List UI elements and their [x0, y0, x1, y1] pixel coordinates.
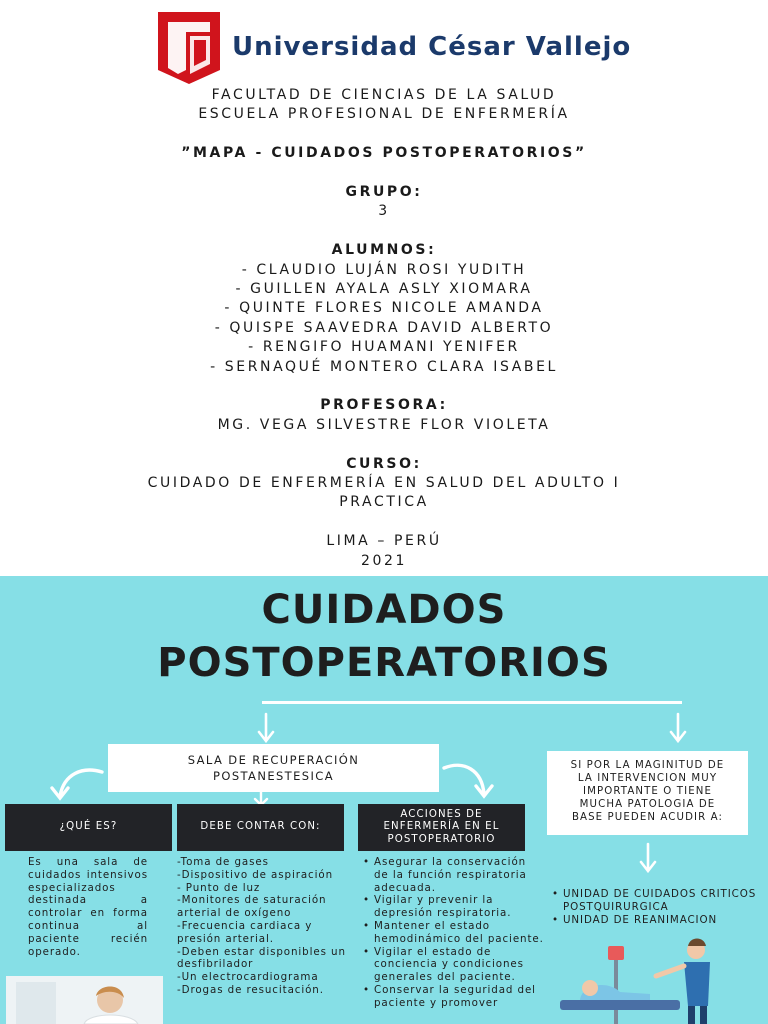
student-name: - QUISPE SAAVEDRA DAVID ALBERTO [214, 319, 554, 336]
curved-arrow-icon [48, 766, 106, 802]
must-have-header [177, 804, 344, 851]
intro-line: IMPORTANTE O TIENE [583, 786, 712, 797]
title-divider [262, 701, 682, 704]
what-is-text: Es una sala de cuidados intensivos especializados destinada a controlar en forma continua al paciente recién operado. [28, 856, 148, 958]
nursing-actions-header-line: ENFERMERÍA EN EL [383, 821, 500, 833]
list-item: -Un electrocardiograma [177, 971, 319, 984]
list-item: -Drogas de resucitación. [177, 983, 324, 996]
work-title: ”MAPA - CUIDADOS POSTOPERATORIOS” [181, 145, 587, 162]
university-logo-icon [158, 12, 220, 84]
arrow-down-icon [668, 712, 688, 746]
map-title-line1: CUIDADOS [261, 587, 507, 633]
critical-units-intro-box [547, 751, 748, 835]
student-name: - GUILLEN AYALA ASLY XIOMARA [235, 281, 533, 298]
list-item: -Monitores de saturación arterial de oxígeno [177, 894, 327, 920]
faculty-line: FACULTAD DE CIENCIAS DE LA SALUD [211, 87, 557, 103]
group-label: GRUPO: [345, 184, 423, 200]
student-name: - QUINTE FLORES NICOLE AMANDA [224, 300, 544, 317]
recovery-room-box [108, 744, 439, 792]
must-have-list [177, 856, 349, 997]
list-item: • UNIDAD DE CUIDADOS CRITICOS POSTQUIRURGICA [551, 888, 766, 914]
course-name-line1: CUIDADO DE ENFERMERÍA EN SALUD DEL ADULTO I [147, 475, 621, 492]
list-item: • Vigilar y prevenir la depresión respiratoria. [362, 894, 544, 920]
recovery-room-line1: SALA DE RECUPERACIÓN [187, 753, 360, 767]
year: 2021 [360, 552, 408, 569]
nurse-photo [6, 976, 163, 1024]
nursing-actions-header-line: ACCIONES DE [400, 808, 483, 820]
intro-line: LA INTERVENCION MUY [577, 773, 718, 784]
teacher-name: MG. VEGA SILVESTRE FLOR VIOLETA [217, 416, 551, 433]
patient-care-illustration-icon [560, 934, 730, 1024]
school-line: ESCUELA PROFESIONAL DE ENFERMERÍA [198, 106, 570, 123]
course-name-line2: PRACTICA [339, 494, 429, 511]
list-item: • Conservar la seguridad del paciente y promover [362, 984, 544, 1010]
list-item: • Asegurar la conservación de la función respiratoria adecuada. [362, 856, 544, 894]
mind-map [0, 576, 768, 1024]
intro-line: BASE PUEDEN ACUDIR A: [571, 812, 724, 823]
university-name: Universidad César Vallejo [232, 32, 632, 62]
list-item: • Mantener el estado hemodinámico del paciente. [362, 920, 544, 946]
must-have-header-label: DEBE CONTAR CON: [200, 821, 321, 833]
students-label: ALUMNOS: [331, 242, 437, 259]
place: LIMA – PERÚ [326, 533, 442, 550]
recovery-room-line2: POSTANESTESICA [213, 769, 334, 783]
list-item: -Toma de gases [177, 856, 269, 868]
nursing-actions-header-line: POSTOPERATORIO [387, 833, 496, 845]
student-name: - RENGIFO HUAMANI YENIFER [248, 339, 520, 356]
what-is-header-label: ¿QUÉ ES? [59, 821, 118, 833]
map-title-line2: POSTOPERATORIOS [157, 640, 611, 686]
teacher-label: PROFESORA: [320, 397, 448, 414]
intro-line: SI POR LA MAGINITUD DE [570, 760, 725, 771]
map-title [0, 584, 768, 690]
arrow-down-icon [256, 712, 276, 746]
nursing-actions-header [358, 804, 525, 851]
list-item: - Punto de luz [177, 881, 261, 894]
critical-units-list [551, 888, 766, 926]
student-name: - CLAUDIO LUJÁN ROSI YUDITH [241, 261, 527, 278]
list-item: -Deben estar disponibles un desfibrilador [177, 945, 346, 971]
intro-line: MUCHA PATOLOGIA DE [579, 799, 716, 810]
curved-arrow-icon [440, 760, 494, 802]
arrow-down-icon [638, 842, 658, 876]
list-item: • Vigilar el estado de conciencia y condiciones generales del paciente. [362, 946, 544, 984]
group-value: 3 [378, 203, 390, 220]
course-label: CURSO: [346, 455, 422, 472]
student-name: - SERNAQUÉ MONTERO CLARA ISABEL [210, 358, 558, 375]
nursing-actions-list [362, 856, 544, 1010]
list-item: -Dispositivo de aspiración [177, 868, 334, 881]
cover-text [0, 86, 768, 571]
what-is-header [5, 804, 172, 851]
list-item: • UNIDAD DE REANIMACION [551, 914, 766, 927]
list-item: -Frecuencia cardiaca y presión arterial. [177, 919, 313, 945]
